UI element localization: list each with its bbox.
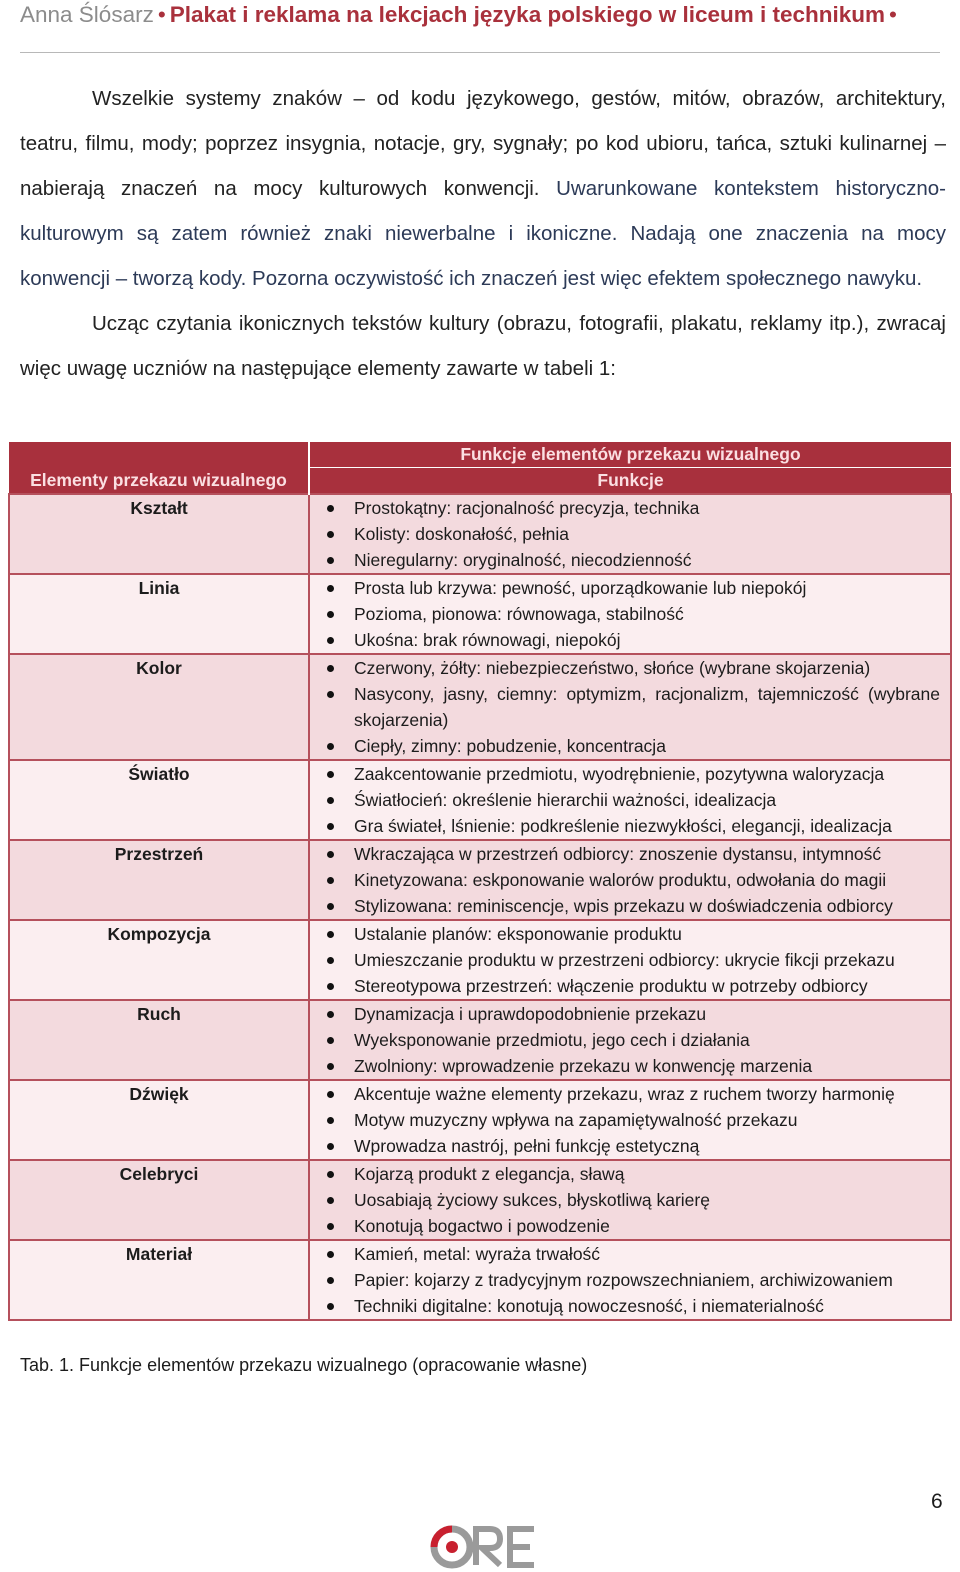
functions-list — [310, 1161, 950, 1239]
functions-list — [310, 1081, 950, 1159]
table-row — [9, 1000, 951, 1080]
paragraph-1 — [20, 76, 946, 301]
column-header-functions: Funkcje — [309, 468, 951, 495]
functions-list — [310, 921, 950, 999]
table-row — [9, 574, 951, 654]
element-name-cell: Linia — [9, 574, 309, 654]
element-name-cell: Światło — [9, 760, 309, 840]
table-corner-cell — [9, 442, 309, 468]
functions-cell — [309, 760, 951, 840]
running-header — [20, 0, 940, 53]
functions-list — [310, 1241, 950, 1319]
table-row — [9, 920, 951, 1000]
element-name-cell: Kształt — [9, 494, 309, 574]
column-header-elements: Elementy przekazu wizualnego — [9, 468, 309, 495]
page-number: 6 — [931, 1490, 943, 1513]
function-item: Prostokątny: racjonalność precyzja, technika — [354, 495, 940, 521]
functions-list — [310, 655, 950, 759]
body-text — [20, 76, 946, 391]
function-item: Ukośna: brak równowagi, niepokój — [354, 627, 940, 653]
element-name-cell: Ruch — [9, 1000, 309, 1080]
element-name-cell: Materiał — [9, 1240, 309, 1320]
functions-list — [310, 1001, 950, 1079]
functions-cell — [309, 1160, 951, 1240]
functions-list — [310, 495, 950, 573]
table-row — [9, 1160, 951, 1240]
function-item: Nasycony, jasny, ciemny: optymizm, racjonalizm, tajemniczość (wybrane skojarzenia) — [354, 681, 940, 733]
functions-cell — [309, 654, 951, 760]
function-item: Czerwony, żółty: niebezpieczeństwo, słońce (wybrane skojarzenia) — [354, 655, 940, 681]
paragraph-1-part-b: Uwarunkowane kontekstem historyczno-kulturowym są zatem również znaki niewerbalne i ikoniczne. Nadają one znaczenia na mocy konwencji – tworzą kody. Pozorna oczywistość ich znaczeń jest więc efektem społecznego nawyku. — [20, 177, 946, 290]
function-item: Motyw muzyczny wpływa na zapamiętywalność przekazu — [354, 1107, 940, 1133]
table-caption-header: Funkcje elementów przekazu wizualnego — [309, 442, 951, 468]
function-item: Gra świateł, lśnienie: podkreślenie niezwykłości, elegancji, idealizacja — [354, 813, 940, 839]
function-item: Kolisty: doskonałość, pełnia — [354, 521, 940, 547]
element-name-cell: Przestrzeń — [9, 840, 309, 920]
table-row — [9, 760, 951, 840]
function-item: Akcentuje ważne elementy przekazu, wraz z ruchem tworzy harmonię — [354, 1081, 940, 1107]
functions-cell — [309, 574, 951, 654]
ore-logo-icon — [430, 1520, 540, 1570]
table-row — [9, 840, 951, 920]
function-item: Zaakcentowanie przedmiotu, wyodrębnienie, pozytywna waloryzacja — [354, 761, 940, 787]
function-item: Światłocień: określenie hierarchii ważności, idealizacja — [354, 787, 940, 813]
paragraph-2: Ucząc czytania ikonicznych tekstów kultury (obrazu, fotografii, plakatu, reklamy itp.), zwracaj więc uwagę uczniów na następujące elementy zawarte w tabeli 1: — [20, 312, 946, 380]
function-item: Dynamizacja i uprawdopodobnienie przekazu — [354, 1001, 940, 1027]
element-name-cell: Dźwięk — [9, 1080, 309, 1160]
function-item: Nieregularny: oryginalność, niecodzienność — [354, 547, 940, 573]
header-separator: • — [157, 2, 166, 27]
element-name-cell: Celebryci — [9, 1160, 309, 1240]
functions-list — [310, 841, 950, 919]
function-item: Umieszczanie produktu w przestrzeni odbiorcy: ukrycie fikcji przekazu — [354, 947, 940, 973]
function-item: Konotują bogactwo i powodzenie — [354, 1213, 940, 1239]
function-item: Kinetyzowana: eskponowanie walorów produktu, odwołania do magii — [354, 867, 940, 893]
functions-cell — [309, 1080, 951, 1160]
function-item: Papier: kojarzy z tradycyjnym rozpowszechnianiem, archiwizowaniem — [354, 1267, 940, 1293]
table-row — [9, 654, 951, 760]
element-name-cell: Kolor — [9, 654, 309, 760]
function-item: Wkraczająca w przestrzeń odbiorcy: znoszenie dystansu, intymność — [354, 841, 940, 867]
function-item: Techniki digitalne: konotują nowoczesność, i niematerialność — [354, 1293, 940, 1319]
functions-cell — [309, 1240, 951, 1320]
function-item: Zwolniony: wprowadzenie przekazu w konwencję marzenia — [354, 1053, 940, 1079]
functions-cell — [309, 494, 951, 574]
table-row — [9, 1080, 951, 1160]
functions-cell — [309, 920, 951, 1000]
table-caption: Tab. 1. Funkcje elementów przekazu wizualnego (opracowanie własne) — [20, 1355, 588, 1375]
element-name-cell: Kompozycja — [9, 920, 309, 1000]
function-item: Prosta lub krzywa: pewność, uporządkowanie lub niepokój — [354, 575, 940, 601]
function-item: Kamień, metal: wyraża trwałość — [354, 1241, 940, 1267]
function-item: Uosabiają życiowy sukces, błyskotliwą karierę — [354, 1187, 940, 1213]
header-trailing-bullet: • — [889, 2, 897, 27]
paragraph-1-part-a: Wszelkie systemy znaków – od kodu językowego, gestów, mitów, obrazów, architektury, teatru, filmu, mody; poprzez insygnia, notacje, gry, sygnały; po kod ubioru, tańca, sztuki kulinarnej – nabierają znaczeń na mocy kulturowych konwencji. — [20, 87, 946, 200]
function-item: Ustalanie planów: eksponowanie produktu — [354, 921, 940, 947]
functions-list — [310, 575, 950, 653]
function-item: Stylizowana: reminiscencje, wpis przekazu w doświadczenia odbiorcy — [354, 893, 940, 919]
function-item: Pozioma, pionowa: równowaga, stabilność — [354, 601, 940, 627]
function-item: Kojarzą produkt z elegancja, sławą — [354, 1161, 940, 1187]
header-title: Plakat i reklama na lekcjach języka polskiego w liceum i technikum — [169, 2, 886, 27]
functions-table — [8, 442, 952, 1321]
functions-cell — [309, 1000, 951, 1080]
function-item: Ciepły, zimny: pobudzenie, koncentracja — [354, 733, 940, 759]
table-row — [9, 494, 951, 574]
functions-cell — [309, 840, 951, 920]
table-row — [9, 1240, 951, 1320]
functions-list — [310, 761, 950, 839]
function-item: Wyeksponowanie przedmiotu, jego cech i działania — [354, 1027, 940, 1053]
function-item: Wprowadza nastrój, pełni funkcję estetyczną — [354, 1133, 940, 1159]
header-author: Anna Ślósarz — [20, 2, 154, 27]
table-body — [9, 494, 951, 1320]
function-item: Stereotypowa przestrzeń: włączenie produktu w potrzeby odbiorcy — [354, 973, 940, 999]
